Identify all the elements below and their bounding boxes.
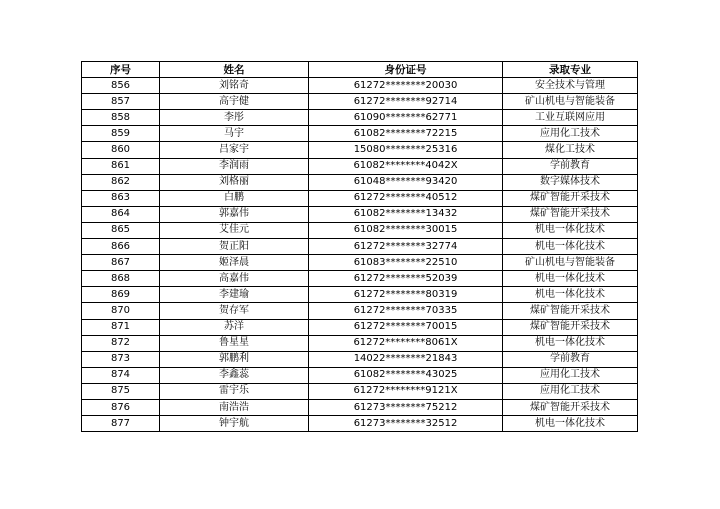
table-row [82,222,638,238]
table-row [82,287,638,303]
admission-list-sheet [81,61,637,432]
header-name: 姓名 [160,62,309,78]
cell-id-number: 61272********70335 [309,303,503,319]
cell-name: 白鹏 [160,190,309,206]
cell-name: 高嘉伟 [160,271,309,287]
cell-number: 869 [82,287,160,303]
admission-table [81,61,638,432]
table-body [82,78,638,432]
table-row [82,416,638,432]
cell-id-number: 61082********30015 [309,222,503,238]
cell-id-number: 61082********43025 [309,367,503,383]
cell-number: 860 [82,142,160,158]
cell-major: 机电一体化技术 [503,239,638,255]
cell-name: 钟宇航 [160,416,309,432]
cell-name: 苏洋 [160,319,309,335]
cell-id-number: 61272********20030 [309,78,503,94]
cell-name: 姬泽晨 [160,255,309,271]
cell-major: 机电一体化技术 [503,335,638,351]
cell-name: 李润雨 [160,158,309,174]
cell-number: 859 [82,126,160,142]
cell-number: 856 [82,78,160,94]
cell-name: 吕家宇 [160,142,309,158]
table-row [82,158,638,174]
table-row [82,190,638,206]
cell-id-number: 15080********25316 [309,142,503,158]
cell-major: 安全技术与管理 [503,78,638,94]
table-row [82,255,638,271]
table-row [82,174,638,190]
cell-major: 煤矿智能开采技术 [503,319,638,335]
table-row [82,351,638,367]
cell-number: 861 [82,158,160,174]
table-row [82,94,638,110]
cell-number: 876 [82,399,160,415]
table-row [82,239,638,255]
cell-number: 866 [82,239,160,255]
cell-major: 机电一体化技术 [503,287,638,303]
header-number: 序号 [82,62,160,78]
cell-number: 870 [82,303,160,319]
cell-number: 872 [82,335,160,351]
cell-major: 机电一体化技术 [503,222,638,238]
cell-number: 874 [82,367,160,383]
table-row [82,142,638,158]
table-row [82,367,638,383]
cell-id-number: 61082********4042X [309,158,503,174]
table-row [82,303,638,319]
table-row [82,383,638,399]
cell-major: 机电一体化技术 [503,416,638,432]
cell-name: 郭嘉伟 [160,206,309,222]
cell-major: 矿山机电与智能装备 [503,255,638,271]
cell-id-number: 61272********52039 [309,271,503,287]
cell-major: 学前教育 [503,351,638,367]
table-row [82,78,638,94]
cell-name: 艾佳元 [160,222,309,238]
cell-number: 867 [82,255,160,271]
cell-name: 贺存军 [160,303,309,319]
cell-number: 877 [82,416,160,432]
table-row [82,319,638,335]
cell-number: 875 [82,383,160,399]
cell-number: 864 [82,206,160,222]
cell-major: 煤矿智能开采技术 [503,303,638,319]
cell-number: 865 [82,222,160,238]
cell-name: 刘铭奇 [160,78,309,94]
table-row [82,335,638,351]
cell-id-number: 61273********32512 [309,416,503,432]
cell-name: 马宇 [160,126,309,142]
cell-name: 刘格丽 [160,174,309,190]
cell-major: 煤矿智能开采技术 [503,190,638,206]
cell-id-number: 14022********21843 [309,351,503,367]
cell-number: 868 [82,271,160,287]
cell-number: 858 [82,110,160,126]
cell-major: 矿山机电与智能装备 [503,94,638,110]
cell-name: 贺正阳 [160,239,309,255]
cell-name: 郭鹏利 [160,351,309,367]
cell-major: 煤矿智能开采技术 [503,206,638,222]
cell-id-number: 61272********40512 [309,190,503,206]
cell-name: 雷宇乐 [160,383,309,399]
cell-number: 871 [82,319,160,335]
cell-id-number: 61272********92714 [309,94,503,110]
cell-name: 高宇健 [160,94,309,110]
table-row [82,399,638,415]
cell-id-number: 61082********13432 [309,206,503,222]
cell-major: 学前教育 [503,158,638,174]
cell-major: 煤矿智能开采技术 [503,399,638,415]
table-row [82,271,638,287]
cell-number: 857 [82,94,160,110]
cell-id-number: 61273********75212 [309,399,503,415]
cell-id-number: 61272********70015 [309,319,503,335]
cell-name: 李彤 [160,110,309,126]
cell-id-number: 61272********9121X [309,383,503,399]
cell-id-number: 61082********72215 [309,126,503,142]
cell-number: 863 [82,190,160,206]
table-row [82,110,638,126]
cell-major: 煤化工技术 [503,142,638,158]
cell-id-number: 61090********62771 [309,110,503,126]
cell-number: 862 [82,174,160,190]
cell-major: 工业互联网应用 [503,110,638,126]
cell-number: 873 [82,351,160,367]
header-id-number: 身份证号 [309,62,503,78]
cell-name: 李鑫蕊 [160,367,309,383]
cell-major: 数字媒体技术 [503,174,638,190]
header-major: 录取专业 [503,62,638,78]
cell-id-number: 61083********22510 [309,255,503,271]
cell-major: 应用化工技术 [503,126,638,142]
table-row [82,126,638,142]
cell-name: 鲁星星 [160,335,309,351]
cell-major: 应用化工技术 [503,367,638,383]
cell-name: 南浩浩 [160,399,309,415]
cell-id-number: 61272********32774 [309,239,503,255]
cell-major: 机电一体化技术 [503,271,638,287]
cell-id-number: 61272********8061X [309,335,503,351]
table-header-row [82,62,638,78]
cell-major: 应用化工技术 [503,383,638,399]
cell-name: 李建瑜 [160,287,309,303]
cell-id-number: 61272********80319 [309,287,503,303]
cell-id-number: 61048********93420 [309,174,503,190]
table-row [82,206,638,222]
